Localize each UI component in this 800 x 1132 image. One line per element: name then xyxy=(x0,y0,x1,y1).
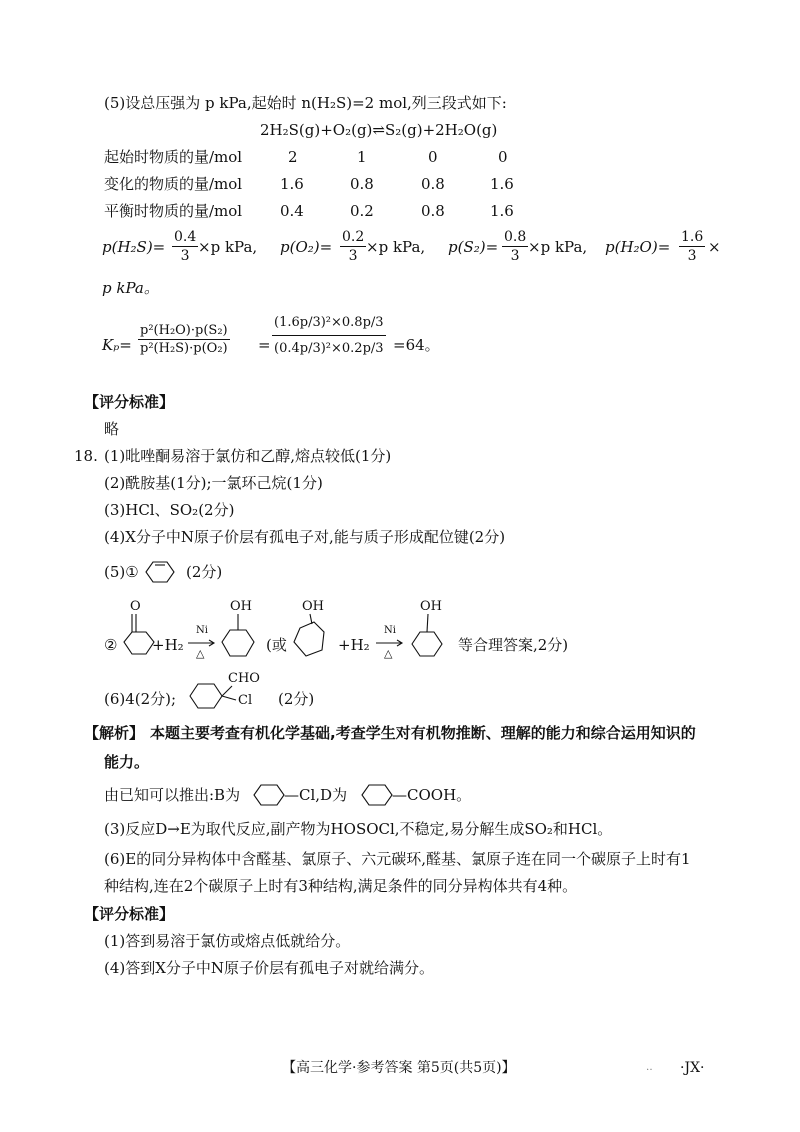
h2-reagent: +H₂ xyxy=(152,636,184,654)
analysis-heading: 【解析】 xyxy=(84,724,145,742)
reaction-arrow xyxy=(188,640,216,646)
kp-equals: = xyxy=(258,336,271,354)
pp-h2s-tail: ×p kPa, xyxy=(198,238,258,256)
cyclohexanol-alt-structure xyxy=(288,598,334,664)
q18-grading-4: (4)答到X分子中N原子价层有孤电子对就给满分。 xyxy=(104,959,435,977)
q18-number: 18. xyxy=(74,447,98,465)
frac-den: p²(H₂S)·p(O₂) xyxy=(140,341,228,356)
q18-answer-4: (4)X分子中N原子价层有孤电子对,能与质子形成配位键(2分) xyxy=(104,528,506,546)
pp-o2-frac xyxy=(340,230,366,263)
oh-label: OH xyxy=(230,599,252,614)
table-cell: 0.8 xyxy=(421,175,445,193)
q18-answer-5-suffix: (2分) xyxy=(186,563,223,581)
deduce-d: —COOH。 xyxy=(392,786,472,804)
table-cell: 0 xyxy=(428,148,438,166)
frac-num: 0.4 xyxy=(174,229,197,245)
frac-num: 0.8 xyxy=(504,229,527,245)
note-6-line-1: (6)E的同分异构体中含醛基、氯原子、六元碳环,醛基、氯原子连在同一个碳原子上时有1 xyxy=(104,850,691,868)
frac-den: 3 xyxy=(172,246,198,263)
q18-answer-2: (2)酰胺基(1分);一氯环己烷(1分) xyxy=(104,474,323,492)
ni-catalyst-alt: Ni xyxy=(384,625,396,636)
cho-label: CHO xyxy=(228,671,260,686)
table-row-label: 变化的物质的量/mol xyxy=(104,175,243,193)
q18-grading-heading: 【评分标准】 xyxy=(84,905,175,923)
table-row-label: 平衡时物质的量/mol xyxy=(104,202,243,220)
table-cell: 1 xyxy=(357,148,367,166)
table-cell: 2 xyxy=(288,148,298,166)
frac-num: 0.2 xyxy=(342,229,365,245)
pp-h2o-tail: × xyxy=(708,238,721,256)
pp-h2s-frac xyxy=(172,230,198,263)
q17-intro: (5)设总压强为 p kPa,起始时 n(H₂S)=2 mol,列三段式如下: xyxy=(104,94,507,112)
frac-den: (0.4p/3)²×0.2p/3 xyxy=(272,335,386,355)
q18-answer-5b-suffix: 等合理答案,2分) xyxy=(458,636,569,654)
q18-answer-6-prefix: (6)4(2分); xyxy=(104,690,177,708)
table-cell: 0.2 xyxy=(350,202,374,220)
h2-reagent-alt: +H₂ xyxy=(338,636,370,654)
note-3: (3)反应D→E为取代反应,副产物为HOSOCl,不稳定,易分解生成SO₂和HCl。 xyxy=(104,820,613,838)
table-cell: 0 xyxy=(498,148,508,166)
table-row-label: 起始时物质的量/mol xyxy=(104,148,243,166)
pp-h2o-lhs: p(H₂O)= xyxy=(605,238,671,256)
q17-grading-text: 略 xyxy=(104,420,120,438)
note-6-line-2: 种结构,连在2个碳原子上时有3种结构,满足条件的同分异构体共有4种。 xyxy=(104,877,578,895)
table-cell: 1.6 xyxy=(490,175,514,193)
q18-answer-5b-prefix: ② xyxy=(104,636,118,654)
pp-h2o-frac xyxy=(679,230,705,263)
kp-symbolic-frac xyxy=(138,324,230,355)
analysis-text: 本题主要考查有机化学基础,考查学生对有机物推断、理解的能力和综合运用知识的 xyxy=(150,724,696,742)
cyclohexene-structure xyxy=(138,560,182,584)
pp-s2-frac xyxy=(502,230,528,263)
heat-symbol: △ xyxy=(196,647,205,660)
kp-result: =64。 xyxy=(393,336,440,354)
cl-label: Cl xyxy=(238,693,253,708)
q18-answer-1: (1)吡唑酮易溶于氯仿和乙醇,熔点较低(1分) xyxy=(104,447,392,465)
table-cell: 0.8 xyxy=(350,175,374,193)
frac-num: p²(H₂O)·p(S₂) xyxy=(140,323,228,338)
kp-numeric-frac xyxy=(272,316,386,355)
analysis-text-2: 能力。 xyxy=(104,753,150,771)
cyclohexanol-product-structure xyxy=(408,598,454,664)
frac-den: 3 xyxy=(340,246,366,263)
deduce-b: —Cl,D为 xyxy=(284,786,348,804)
oh-label: OH xyxy=(420,599,442,614)
oh-label: OH xyxy=(302,599,324,614)
heat-symbol-alt: △ xyxy=(384,647,393,660)
deduce-prefix: 由已知可以推出:B为 xyxy=(104,786,241,804)
frac-num: 1.6 xyxy=(681,229,704,245)
pp-continuation: p kPa。 xyxy=(102,279,159,297)
q17-grading-heading: 【评分标准】 xyxy=(84,393,175,411)
pp-s2-tail: ×p kPa, xyxy=(528,238,588,256)
frac-den: 3 xyxy=(679,246,705,263)
q18-answer-6-suffix: (2分) xyxy=(278,690,315,708)
frac-num: (1.6p/3)²×0.8p/3 xyxy=(274,315,384,330)
kp-lhs: Kₚ= xyxy=(102,336,132,354)
cyclohexanol-structure xyxy=(214,598,264,664)
q17-equation: 2H₂S(g)+O₂(g)⇌S₂(g)+2H₂O(g) xyxy=(260,121,498,139)
or-open: (或 xyxy=(266,636,287,654)
ketone-o-label: O xyxy=(130,599,141,614)
q18-answer-5-prefix: (5)① xyxy=(104,563,139,581)
q18-grading-1: (1)答到易溶于氯仿或熔点低就给分。 xyxy=(104,932,351,950)
pp-o2-lhs: p(O₂)= xyxy=(280,238,333,256)
footer-code: ·JX· xyxy=(680,1060,705,1076)
ni-catalyst: Ni xyxy=(196,625,208,636)
footer-dots: ‥ xyxy=(646,1062,653,1073)
q18-answer-3: (3)HCl、SO₂(2分) xyxy=(104,501,235,519)
pp-o2-tail: ×p kPa, xyxy=(366,238,426,256)
pp-h2s-lhs: p(H₂S)= xyxy=(102,238,166,256)
table-cell: 1.6 xyxy=(280,175,304,193)
pp-s2-lhs: p(S₂)= xyxy=(448,238,499,256)
cyclohexanone-structure xyxy=(118,598,166,664)
table-cell: 1.6 xyxy=(490,202,514,220)
table-cell: 0.8 xyxy=(421,202,445,220)
chlorocyclohexanecarbaldehyde-structure xyxy=(184,668,274,710)
table-cell: 0.4 xyxy=(280,202,304,220)
frac-den: 3 xyxy=(502,246,528,263)
reaction-arrow-alt xyxy=(376,640,404,646)
page-footer: 【高三化学·参考答案 第5页(共5页)】 xyxy=(282,1060,516,1076)
